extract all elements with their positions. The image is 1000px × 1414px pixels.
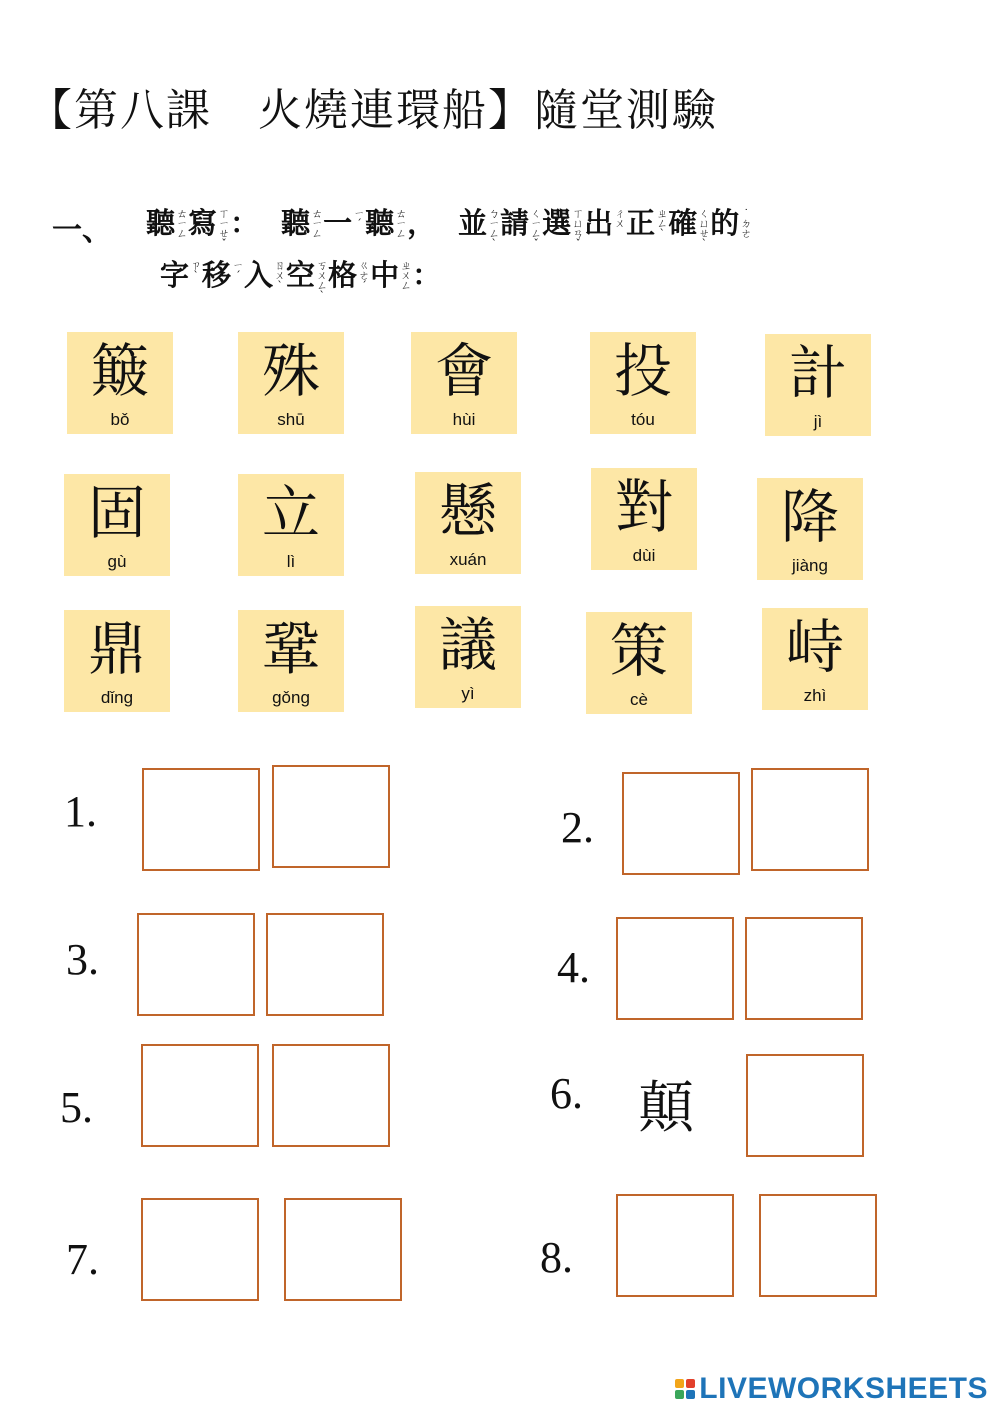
instruction-glyph: ，: [407, 206, 437, 240]
instruction-glyph: 選: [542, 206, 572, 240]
zhuyin-annotation: ㄧ ˊ: [232, 259, 244, 282]
instruction-line-2: [160, 257, 441, 301]
char-card[interactable]: [238, 332, 344, 434]
instruction-character: [626, 205, 668, 241]
answer-box[interactable]: [272, 1044, 390, 1147]
instruction-character: [458, 205, 500, 249]
answer-box[interactable]: [284, 1198, 402, 1301]
question-number-2: 2.: [561, 803, 594, 852]
instruction-glyph: 正: [626, 206, 656, 240]
instruction-character: [323, 205, 365, 241]
instruction-character: [281, 205, 323, 241]
card-pinyin: gǒng: [272, 688, 310, 707]
char-card[interactable]: [586, 612, 692, 714]
answer-box[interactable]: [622, 772, 740, 875]
instruction-character: [668, 205, 710, 249]
card-character: 降: [780, 483, 839, 551]
card-pinyin: hùi: [452, 410, 476, 429]
instruction-glyph: 聽: [281, 206, 311, 240]
char-card[interactable]: [67, 332, 173, 434]
card-character: 立: [261, 479, 320, 547]
instruction-glyph: 出: [584, 206, 614, 240]
answer-box[interactable]: [266, 913, 384, 1016]
char-card[interactable]: [64, 610, 170, 712]
liveworksheets-logo: [675, 1372, 988, 1406]
answer-box[interactable]: [141, 1044, 259, 1147]
instruction-character: [370, 257, 412, 293]
liveworksheets-logo-icon: [675, 1379, 695, 1399]
card-character: 鞏: [261, 615, 320, 683]
question-number-5: 5.: [60, 1083, 93, 1132]
instruction-glyph: 字: [160, 258, 190, 292]
char-card[interactable]: [415, 472, 521, 574]
card-pinyin: tóu: [631, 410, 655, 429]
card-pinyin: cè: [630, 690, 648, 709]
zhuyin-annotation: ㄒ ㄩ ㄢ ˇ: [572, 207, 584, 250]
instruction-character: [188, 205, 230, 249]
zhuyin-annotation: ㄅ ㄧ ㄥ ˋ: [488, 207, 500, 250]
instruction-glyph: 空: [286, 258, 316, 292]
instruction-glyph: 並: [458, 206, 488, 240]
char-card[interactable]: [238, 474, 344, 576]
card-pinyin: bǒ: [110, 410, 130, 429]
question-number-1: 1.: [64, 787, 97, 836]
instruction-character: [365, 205, 407, 241]
brand-text: LIVEWORKSHEETS: [699, 1372, 988, 1405]
instruction-character: [584, 205, 626, 241]
given-character: 顛: [638, 1076, 694, 1141]
instruction-glyph: 中: [370, 258, 400, 292]
char-card[interactable]: [591, 468, 697, 570]
instruction-glyph: ：: [230, 206, 260, 240]
zhuyin-annotation: ㄍ ㄜ ˊ: [358, 259, 370, 292]
instruction-glyph: 請: [500, 206, 530, 240]
zhuyin-annotation: ㄒ ㄧ ㄝ ˇ: [218, 207, 230, 250]
answer-box[interactable]: [616, 1194, 734, 1297]
question-number-8: 8.: [540, 1233, 573, 1282]
instruction-line-1: [146, 205, 752, 249]
zhuyin-annotation: ㄑ ㄩ ㄝ ˋ: [698, 207, 710, 250]
zhuyin-annotation: ㄊ ㄧ ㄥ: [176, 207, 188, 240]
answer-box[interactable]: [746, 1054, 864, 1157]
instruction-character: [286, 257, 328, 301]
zhuyin-annotation: ㄔ ㄨ: [614, 207, 626, 230]
instruction-glyph: ：: [412, 258, 442, 292]
instruction-character: [328, 257, 370, 293]
instruction-glyph: 格: [328, 258, 358, 292]
card-character: 投: [613, 337, 672, 405]
char-card[interactable]: [590, 332, 696, 434]
zhuyin-annotation: ㄎ ㄨ ㄥ ˋ: [316, 259, 328, 302]
instruction-glyph: 聽: [365, 206, 395, 240]
question-number-4: 4.: [557, 943, 590, 992]
card-pinyin: xuán: [449, 550, 487, 569]
zhuyin-annotation: ㄑ ㄧ ㄥ ˇ: [530, 207, 542, 250]
question-number-7: 7.: [66, 1235, 99, 1284]
zhuyin-annotation: ㄊ ㄧ ㄥ: [311, 207, 323, 240]
zhuyin-annotation: ㄓ ㄨ ㄥ: [400, 259, 412, 292]
instruction-character: [160, 257, 202, 293]
card-character: 策: [609, 617, 668, 685]
instruction-glyph: 聽: [146, 206, 176, 240]
char-card[interactable]: [757, 478, 863, 580]
instruction-glyph: 的: [710, 206, 740, 240]
card-pinyin: dǐng: [100, 688, 134, 707]
card-character: 鼎: [87, 615, 146, 683]
zhuyin-annotation: ㄗ ˋ: [190, 259, 202, 282]
zhuyin-annotation: ㄓ ㄥ ˋ: [656, 207, 668, 240]
instruction-character: [412, 257, 441, 293]
zhuyin-annotation: ㄧ ˊ: [353, 207, 365, 230]
instruction-character: [500, 205, 542, 249]
instruction-glyph: 移: [202, 258, 232, 292]
char-card[interactable]: [411, 332, 517, 434]
instruction-glyph: 入: [244, 258, 274, 292]
answer-box[interactable]: [759, 1194, 877, 1297]
instruction-character: [407, 205, 436, 241]
instruction-number: 一、: [52, 213, 112, 248]
card-character: 懸: [438, 477, 497, 545]
card-pinyin: yì: [461, 684, 475, 703]
card-character: 對: [614, 473, 673, 541]
instruction-character: [202, 257, 244, 293]
card-pinyin: jiàng: [792, 556, 828, 575]
instruction-character: [146, 205, 188, 241]
card-character: 固: [87, 479, 146, 547]
card-character: 峙: [785, 613, 844, 681]
card-pinyin: jì: [813, 412, 823, 431]
card-character: 會: [434, 337, 493, 405]
answer-box[interactable]: [751, 768, 869, 871]
page-title: 【第八課 火燒連環船】隨堂測驗: [28, 85, 718, 136]
card-character: 議: [438, 611, 497, 679]
answer-box[interactable]: [142, 768, 260, 871]
char-card[interactable]: [762, 608, 868, 710]
card-pinyin: dùi: [632, 546, 656, 565]
answer-box[interactable]: [272, 765, 390, 868]
question-number-3: 3.: [66, 935, 99, 984]
answer-box[interactable]: [745, 917, 863, 1020]
instruction-glyph: 確: [668, 206, 698, 240]
instruction-glyph: 一: [323, 206, 353, 240]
answer-box[interactable]: [141, 1198, 259, 1301]
answer-box[interactable]: [137, 913, 255, 1016]
instruction-character: [230, 205, 259, 241]
zhuyin-annotation: ㄊ ㄧ ㄥ: [395, 207, 407, 240]
char-card[interactable]: [64, 474, 170, 576]
question-number-6: 6.: [550, 1069, 583, 1118]
zhuyin-annotation: ㄖ ㄨ ˋ: [274, 259, 286, 292]
card-pinyin: zhì: [803, 686, 827, 705]
zhuyin-annotation: ˙ ㄉ ㄜ: [740, 207, 752, 240]
char-card[interactable]: [238, 610, 344, 712]
card-character: 簸: [90, 337, 149, 405]
card-pinyin: gù: [107, 552, 127, 571]
card-character: 計: [788, 339, 847, 407]
char-card[interactable]: [765, 334, 871, 436]
instruction-character: [710, 205, 752, 241]
answer-box[interactable]: [616, 917, 734, 1020]
instruction-glyph: 寫: [188, 206, 218, 240]
card-pinyin: lì: [286, 552, 296, 571]
instructions: [52, 205, 982, 309]
card-character: 殊: [261, 337, 320, 405]
instruction-character: [542, 205, 584, 249]
char-card[interactable]: [415, 606, 521, 708]
instruction-character: [244, 257, 286, 293]
card-pinyin: shū: [277, 410, 305, 429]
